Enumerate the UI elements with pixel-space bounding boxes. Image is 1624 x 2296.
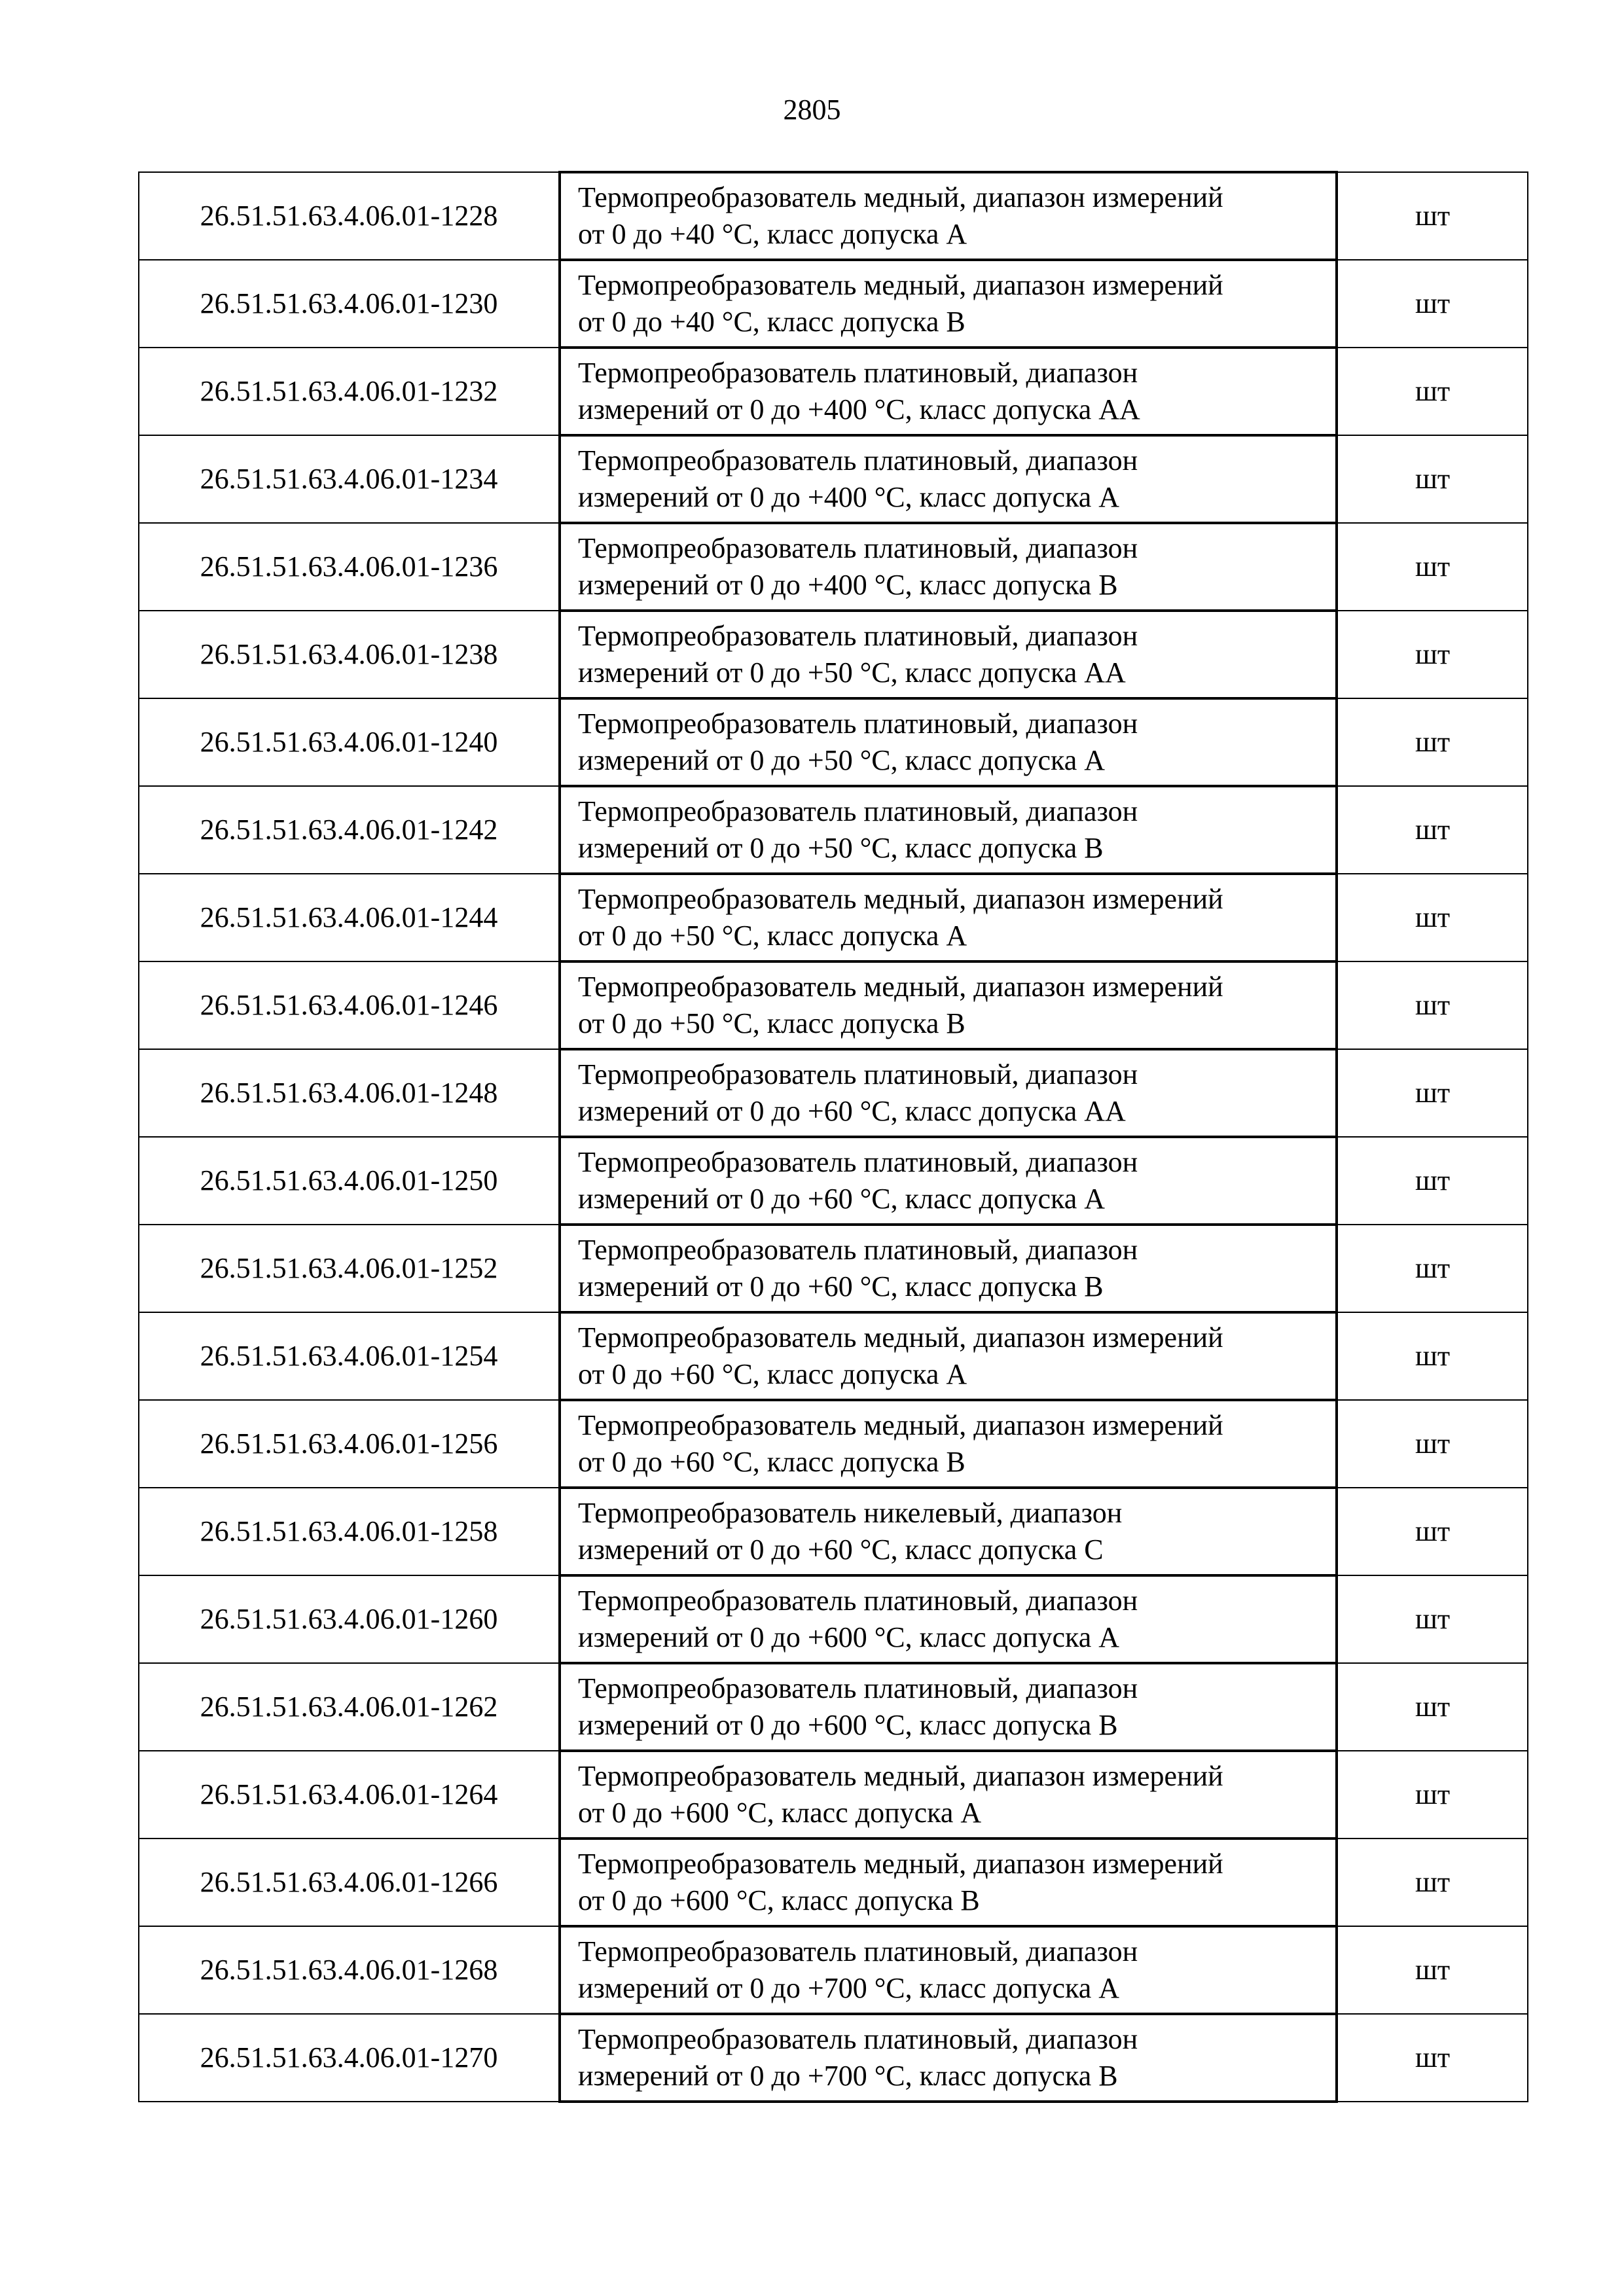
description-line: Термопреобразователь медный, диапазон измерений xyxy=(578,1409,1223,1441)
row-unit: шт xyxy=(1337,1751,1528,1839)
description-line: измерений от 0 до +60 °С, класс допуска АА xyxy=(578,1095,1126,1127)
row-code: 26.51.51.63.4.06.01-1256 xyxy=(139,1400,560,1488)
description-line: измерений от 0 до +400 °С, класс допуска А xyxy=(578,481,1120,513)
description-line: от 0 до +50 °С, класс допуска А xyxy=(578,920,967,952)
row-description xyxy=(560,523,1337,611)
row-code: 26.51.51.63.4.06.01-1258 xyxy=(139,1488,560,1575)
description-line: Термопреобразователь платиновый, диапазон xyxy=(578,532,1138,564)
row-description xyxy=(560,1225,1337,1312)
row-code: 26.51.51.63.4.06.01-1248 xyxy=(139,1049,560,1137)
description-line: Термопреобразователь никелевый, диапазон xyxy=(578,1497,1123,1529)
description-line: измерений от 0 до +50 °С, класс допуска В xyxy=(578,832,1104,864)
description-line: Термопреобразователь платиновый, диапазон xyxy=(578,620,1138,652)
description-line: Термопреобразователь медный, диапазон измерений xyxy=(578,883,1223,915)
table-row xyxy=(139,1137,1528,1225)
description-line: Термопреобразователь медный, диапазон измерений xyxy=(578,1760,1223,1792)
row-unit: шт xyxy=(1337,874,1528,961)
row-unit: шт xyxy=(1337,348,1528,435)
row-code: 26.51.51.63.4.06.01-1252 xyxy=(139,1225,560,1312)
row-description xyxy=(560,1312,1337,1400)
row-code: 26.51.51.63.4.06.01-1250 xyxy=(139,1137,560,1225)
description-line: измерений от 0 до +60 °С, класс допуска С xyxy=(578,1534,1104,1566)
table-row xyxy=(139,698,1528,786)
row-unit: шт xyxy=(1337,1488,1528,1575)
row-description xyxy=(560,1926,1337,2014)
row-unit: шт xyxy=(1337,172,1528,260)
row-unit: шт xyxy=(1337,523,1528,611)
row-code: 26.51.51.63.4.06.01-1230 xyxy=(139,260,560,348)
table-row xyxy=(139,2014,1528,2102)
row-description xyxy=(560,874,1337,961)
description-line: Термопреобразователь медный, диапазон измерений xyxy=(578,269,1223,301)
description-line: от 0 до +50 °С, класс допуска В xyxy=(578,1007,965,1039)
table-row xyxy=(139,1751,1528,1839)
row-code: 26.51.51.63.4.06.01-1264 xyxy=(139,1751,560,1839)
row-unit: шт xyxy=(1337,961,1528,1049)
description-line: измерений от 0 до +600 °С, класс допуска В xyxy=(578,1709,1118,1741)
row-unit: шт xyxy=(1337,1137,1528,1225)
description-line: Термопреобразователь платиновый, диапазон xyxy=(578,708,1138,740)
row-unit: шт xyxy=(1337,1312,1528,1400)
description-line: Термопреобразователь платиновый, диапазон xyxy=(578,1672,1138,1704)
description-line: от 0 до +40 °С, класс допуска А xyxy=(578,218,967,250)
description-line: Термопреобразователь медный, диапазон измерений xyxy=(578,1848,1223,1880)
row-unit: шт xyxy=(1337,2014,1528,2102)
row-unit: шт xyxy=(1337,1839,1528,1926)
row-description xyxy=(560,961,1337,1049)
row-code: 26.51.51.63.4.06.01-1236 xyxy=(139,523,560,611)
table-row xyxy=(139,1839,1528,1926)
description-line: Термопреобразователь медный, диапазон измерений xyxy=(578,181,1223,213)
row-code: 26.51.51.63.4.06.01-1262 xyxy=(139,1663,560,1751)
row-unit: шт xyxy=(1337,1926,1528,2014)
page-number: 2805 xyxy=(783,94,841,126)
row-code: 26.51.51.63.4.06.01-1238 xyxy=(139,611,560,698)
table-row xyxy=(139,348,1528,435)
description-line: измерений от 0 до +400 °С, класс допуска В xyxy=(578,569,1118,601)
row-description xyxy=(560,1575,1337,1663)
row-description xyxy=(560,1488,1337,1575)
description-line: Термопреобразователь медный, диапазон измерений xyxy=(578,971,1223,1003)
description-line: Термопреобразователь платиновый, диапазон xyxy=(578,795,1138,827)
description-line: измерений от 0 до +700 °С, класс допуска А xyxy=(578,1972,1120,2004)
row-code: 26.51.51.63.4.06.01-1244 xyxy=(139,874,560,961)
row-code: 26.51.51.63.4.06.01-1266 xyxy=(139,1839,560,1926)
table-row xyxy=(139,1400,1528,1488)
row-description xyxy=(560,786,1337,874)
table-row xyxy=(139,1926,1528,2014)
table-row xyxy=(139,874,1528,961)
table-row xyxy=(139,1049,1528,1137)
table-row xyxy=(139,961,1528,1049)
description-line: измерений от 0 до +60 °С, класс допуска В xyxy=(578,1270,1104,1302)
description-line: Термопреобразователь платиновый, диапазон xyxy=(578,1935,1138,1967)
row-unit: шт xyxy=(1337,435,1528,523)
description-line: от 0 до +40 °С, класс допуска В xyxy=(578,306,965,338)
description-line: Термопреобразователь платиновый, диапазон xyxy=(578,2023,1138,2055)
description-line: Термопреобразователь платиновый, диапазон xyxy=(578,1234,1138,1266)
table-row xyxy=(139,260,1528,348)
table-row xyxy=(139,435,1528,523)
row-code: 26.51.51.63.4.06.01-1228 xyxy=(139,172,560,260)
table-row xyxy=(139,1663,1528,1751)
row-unit: шт xyxy=(1337,698,1528,786)
description-line: измерений от 0 до +700 °С, класс допуска В xyxy=(578,2060,1118,2092)
row-unit: шт xyxy=(1337,1575,1528,1663)
description-line: измерений от 0 до +600 °С, класс допуска А xyxy=(578,1621,1120,1653)
table-row xyxy=(139,1488,1528,1575)
row-code: 26.51.51.63.4.06.01-1240 xyxy=(139,698,560,786)
row-description xyxy=(560,1137,1337,1225)
row-unit: шт xyxy=(1337,260,1528,348)
row-code: 26.51.51.63.4.06.01-1268 xyxy=(139,1926,560,2014)
row-description xyxy=(560,1839,1337,1926)
row-unit: шт xyxy=(1337,1049,1528,1137)
description-line: Термопреобразователь платиновый, диапазон xyxy=(578,1585,1138,1617)
table-row xyxy=(139,172,1528,260)
row-code: 26.51.51.63.4.06.01-1242 xyxy=(139,786,560,874)
row-code: 26.51.51.63.4.06.01-1234 xyxy=(139,435,560,523)
description-line: от 0 до +60 °С, класс допуска А xyxy=(578,1358,967,1390)
resource-table xyxy=(138,171,1528,2103)
table-row xyxy=(139,1575,1528,1663)
table-row xyxy=(139,1312,1528,1400)
description-line: от 0 до +600 °С, класс допуска В xyxy=(578,1884,980,1916)
row-description xyxy=(560,348,1337,435)
row-code: 26.51.51.63.4.06.01-1232 xyxy=(139,348,560,435)
row-code: 26.51.51.63.4.06.01-1246 xyxy=(139,961,560,1049)
row-description xyxy=(560,2014,1337,2102)
description-line: от 0 до +600 °С, класс допуска А xyxy=(578,1797,982,1829)
row-unit: шт xyxy=(1337,786,1528,874)
row-code: 26.51.51.63.4.06.01-1270 xyxy=(139,2014,560,2102)
table-row xyxy=(139,611,1528,698)
row-code: 26.51.51.63.4.06.01-1254 xyxy=(139,1312,560,1400)
table-row xyxy=(139,523,1528,611)
row-description xyxy=(560,1751,1337,1839)
row-unit: шт xyxy=(1337,1400,1528,1488)
row-description xyxy=(560,611,1337,698)
description-line: Термопреобразователь платиновый, диапазон xyxy=(578,357,1138,389)
description-line: измерений от 0 до +50 °С, класс допуска АА xyxy=(578,656,1126,689)
row-unit: шт xyxy=(1337,611,1528,698)
table-row xyxy=(139,786,1528,874)
row-description xyxy=(560,435,1337,523)
description-line: Термопреобразователь платиновый, диапазон xyxy=(578,444,1138,476)
row-description xyxy=(560,1663,1337,1751)
row-code: 26.51.51.63.4.06.01-1260 xyxy=(139,1575,560,1663)
description-line: Термопреобразователь платиновый, диапазон xyxy=(578,1146,1138,1178)
description-line: измерений от 0 до +50 °С, класс допуска А xyxy=(578,744,1106,776)
description-line: Термопреобразователь медный, диапазон измерений xyxy=(578,1321,1223,1354)
row-description xyxy=(560,172,1337,260)
description-line: измерений от 0 до +60 °С, класс допуска А xyxy=(578,1183,1106,1215)
row-description xyxy=(560,1400,1337,1488)
description-line: от 0 до +60 °С, класс допуска В xyxy=(578,1446,965,1478)
row-description xyxy=(560,698,1337,786)
description-line: Термопреобразователь платиновый, диапазон xyxy=(578,1058,1138,1090)
row-unit: шт xyxy=(1337,1663,1528,1751)
row-unit: шт xyxy=(1337,1225,1528,1312)
row-description xyxy=(560,260,1337,348)
row-description xyxy=(560,1049,1337,1137)
table-row xyxy=(139,1225,1528,1312)
description-line: измерений от 0 до +400 °С, класс допуска АА xyxy=(578,393,1140,425)
